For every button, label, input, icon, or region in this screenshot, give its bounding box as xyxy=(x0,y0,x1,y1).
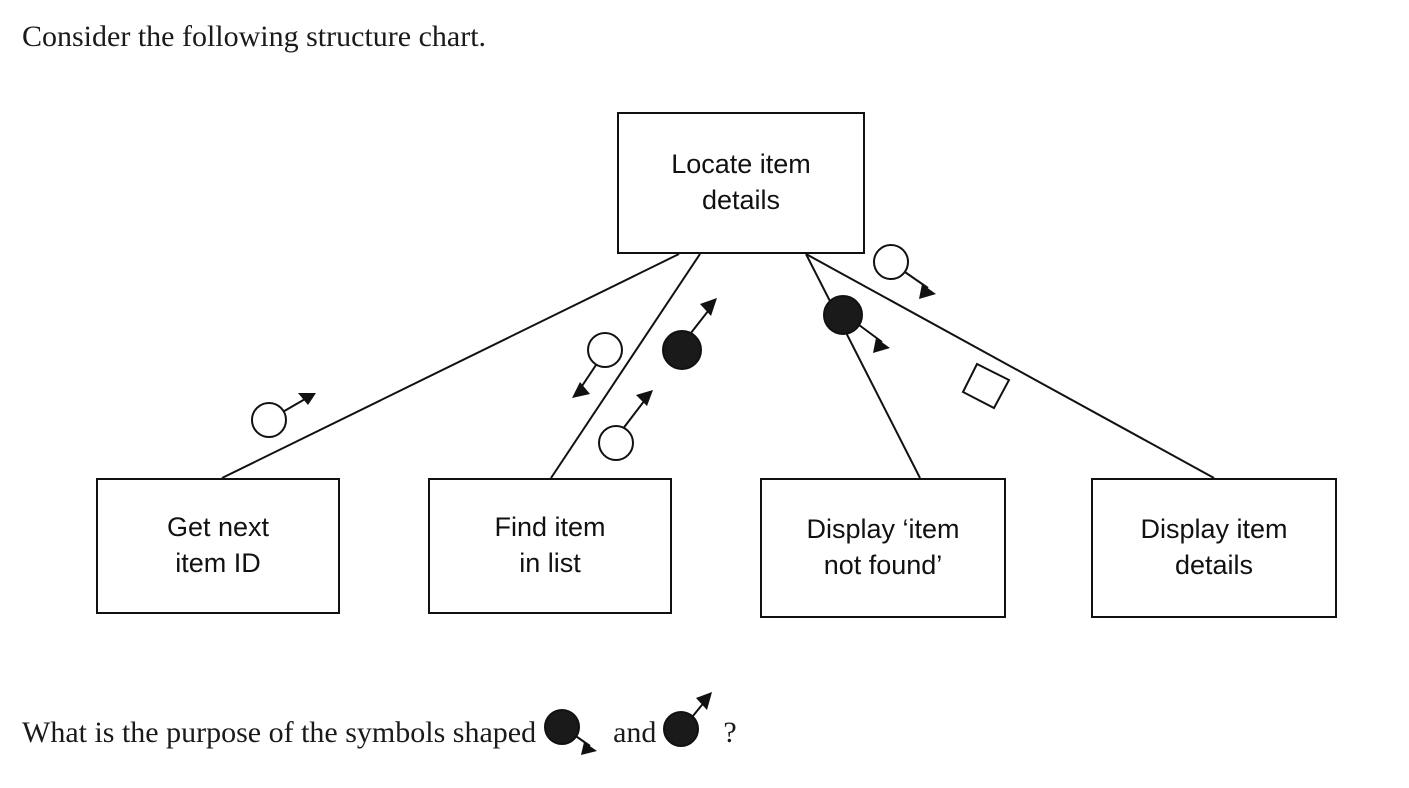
node-display-item-not-found xyxy=(760,478,1006,618)
node-locate-item-details-line1: Locate item xyxy=(671,149,811,180)
node-locate-item-details-line2: details xyxy=(701,185,781,215)
node-display-item-details-line2: details xyxy=(1174,550,1254,580)
edge-root-child4 xyxy=(806,254,1214,478)
node-find-item-in-list xyxy=(428,478,672,614)
question-ask-part2: ? xyxy=(723,716,737,749)
couple-hollow-3 xyxy=(599,390,653,460)
structure-chart xyxy=(0,90,1409,650)
couple-solid-2 xyxy=(824,296,890,353)
couple-hollow-2 xyxy=(572,333,622,398)
inline-flag-couple-down-icon xyxy=(544,718,606,752)
couple-hollow-4 xyxy=(874,245,936,299)
couple-hollow-1 xyxy=(252,393,316,437)
question-ask-text xyxy=(22,716,737,752)
node-display-item-details-line1: Display item xyxy=(1140,514,1288,545)
node-find-item-in-list-line2: in list xyxy=(519,548,581,578)
node-get-next-item-id xyxy=(96,478,340,614)
node-get-next-item-id-line2: item ID xyxy=(175,548,261,578)
selection-marker-rectangle xyxy=(963,364,1009,408)
couple-solid-1 xyxy=(663,298,717,369)
node-locate-item-details xyxy=(617,112,865,254)
node-display-item-not-found-line1: Display ‘item xyxy=(806,514,960,545)
edge-root-child3 xyxy=(806,254,920,478)
question-ask-part1: What is the purpose of the symbols shaped xyxy=(22,716,537,749)
node-display-item-not-found-line2: not found’ xyxy=(823,550,943,580)
node-find-item-in-list-line1: Find item xyxy=(494,512,606,543)
question-ask-conjunction: and xyxy=(613,716,657,749)
node-get-next-item-id-line1: Get next xyxy=(166,512,270,543)
node-display-item-details xyxy=(1091,478,1337,618)
question-intro-text: Consider the following structure chart. xyxy=(22,20,487,53)
inline-flag-couple-up-icon xyxy=(664,718,716,752)
